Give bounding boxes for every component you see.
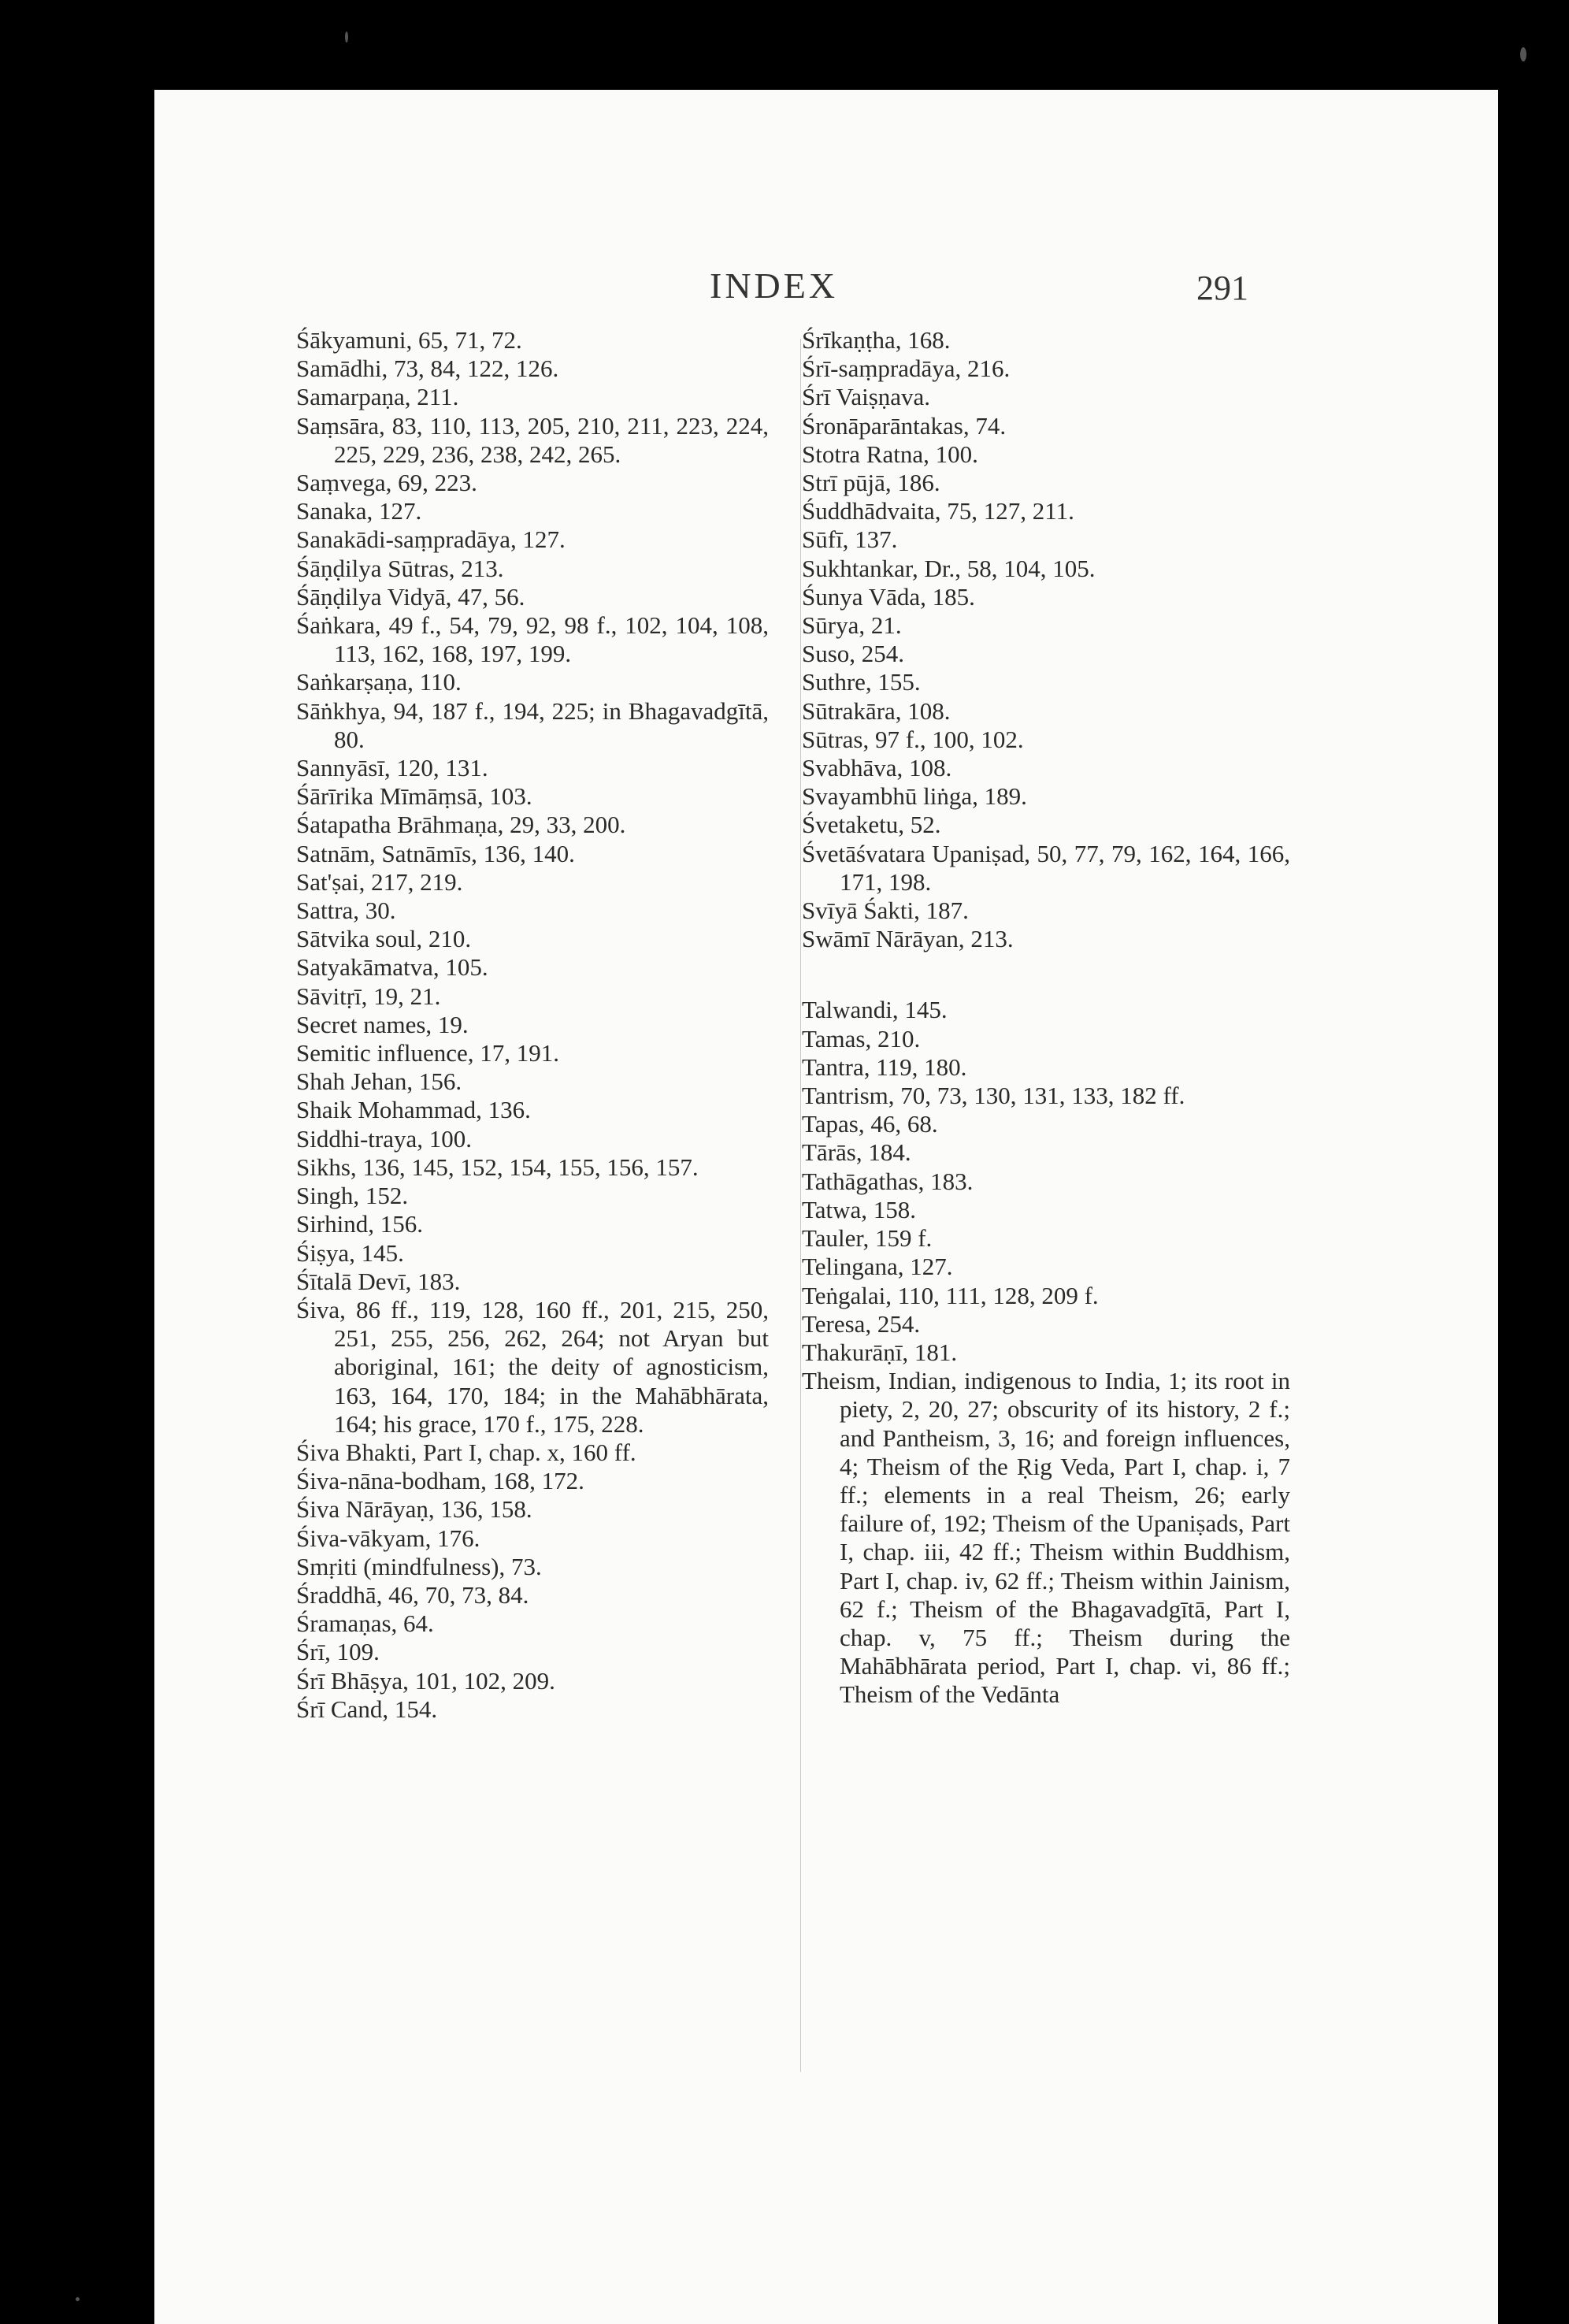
index-entry: Samādhi, 73, 84, 122, 126. (296, 355, 559, 383)
index-entry: Semitic influence, 17, 191. (296, 1039, 560, 1067)
index-entry: Śākyamuni, 65, 71, 72. (296, 326, 522, 354)
index-entry: Sātvika soul, 210. (296, 925, 472, 953)
index-entry: Śiva Nārāyaṇ, 136, 158. (296, 1495, 532, 1524)
index-entry: Sāvitṛī, 19, 21. (296, 982, 441, 1010)
index-entry: Śatapatha Brāhmaṇa, 29, 33, 200. (296, 811, 626, 839)
index-entry: Śāṇḍilya Vidyā, 47, 56. (296, 582, 525, 611)
index-group-s (802, 326, 1290, 953)
column-divider (800, 339, 801, 2072)
index-entry: Sirhind, 156. (296, 1210, 424, 1238)
index-group-t (802, 996, 1290, 1709)
index-entry: Śvetāśvatara Upaniṣad, 50, 77, 79, 162, 164, 166, 171, 198. (802, 839, 1290, 896)
index-entry: Saṅkarṣaṇa, 110. (296, 668, 462, 696)
index-entry: Śuddhādvaita, 75, 127, 211. (802, 497, 1074, 525)
scan-speck (1520, 47, 1526, 61)
index-entry: Telingana, 127. (802, 1253, 953, 1281)
index-entry: Sikhs, 136, 145, 152, 154, 155, 156, 157. (296, 1153, 699, 1181)
index-entry: Śronāparāntakas, 74. (802, 411, 1007, 440)
index-entry: Tārās, 184. (802, 1138, 911, 1167)
index-entry: Tauler, 159 f. (802, 1224, 933, 1253)
index-entry: Śāṇḍilya Sūtras, 213. (296, 554, 504, 582)
index-entry: Shaik Mohammad, 136. (296, 1096, 531, 1124)
index-entry: Śunya Vāda, 185. (802, 582, 975, 611)
index-entry: Sannyāsī, 120, 131. (296, 754, 488, 782)
index-entry: Tatwa, 158. (802, 1195, 917, 1223)
index-entry: Śiva Bhakti, Part I, chap. x, 160 ff. (296, 1438, 636, 1466)
index-entry: Svīyā Śakti, 187. (802, 897, 969, 925)
index-entry: Secret names, 19. (296, 1010, 469, 1038)
index-entry: Suthre, 155. (802, 668, 921, 696)
index-entry: Teṅgalai, 110, 111, 128, 209 f. (802, 1281, 1099, 1309)
index-entry: Stotra Ratna, 100. (802, 440, 978, 468)
index-entry: Singh, 152. (296, 1182, 409, 1210)
index-entry: Tantra, 119, 180. (802, 1052, 967, 1081)
index-entry: Satnām, Satnāmīs, 136, 140. (296, 839, 575, 867)
index-entry: Tantrism, 70, 73, 130, 131, 133, 182 ff. (802, 1082, 1185, 1110)
index-entry: Strī pūjā, 186. (802, 469, 940, 497)
index-entry: Thakurāṇī, 181. (802, 1338, 958, 1366)
index-entry: Saṃvega, 69, 223. (296, 469, 477, 497)
index-entry: Sāṅkhya, 94, 187 f., 194, 225; in Bhagavadgītā, 80. (296, 696, 769, 753)
index-entry: Śrī Bhāṣya, 101, 102, 209. (296, 1666, 555, 1695)
index-entry: Sattra, 30. (296, 897, 396, 925)
index-entry: Teresa, 254. (802, 1309, 921, 1338)
index-entry: Talwandi, 145. (802, 996, 948, 1024)
index-entry: Śrī Vaiṣṇava. (802, 383, 931, 411)
page-number: 291 (1196, 269, 1248, 307)
index-entry: Sūrya, 21. (802, 611, 902, 640)
scan-speck (345, 32, 348, 43)
index-entry: Siddhi-traya, 100. (296, 1124, 472, 1153)
index-entry: Sat'ṣai, 217, 219. (296, 867, 463, 896)
index-entry: Sanakādi-saṃpradāya, 127. (296, 525, 566, 554)
index-entry: Tamas, 210. (802, 1024, 921, 1052)
index-entry: Tathāgathas, 183. (802, 1167, 974, 1195)
index-entry: Svayambhū liṅga, 189. (802, 782, 1027, 811)
index-entry: Śiva, 86 ff., 119, 128, 160 ff., 201, 215, 250, 251, 255, 256, 262, 264; not Aryan but aboriginal, 161; the deity of agnosticism, 163, 164, 170, 184; in the Mahābhārata, 164; his grace, 170 f., 175, 228. (296, 1295, 769, 1438)
index-entry: Smṛiti (mindfulness), 73. (296, 1552, 542, 1580)
index-entry: Śītalā Devī, 183. (296, 1267, 461, 1295)
running-head: INDEX (710, 265, 839, 306)
index-entry: Sanaka, 127. (296, 497, 422, 525)
index-entry: Tapas, 46, 68. (802, 1110, 938, 1138)
index-entry: Śiva-vākyam, 176. (296, 1524, 480, 1552)
index-entry: Śrī Cand, 154. (296, 1695, 438, 1723)
index-entry: Śiva-nāna-bodham, 168, 172. (296, 1467, 584, 1495)
index-entry: Śraddhā, 46, 70, 73, 84. (296, 1580, 529, 1609)
index-entry: Śaṅkara, 49 f., 54, 79, 92, 98 f., 102, 104, 108, 113, 162, 168, 197, 199. (296, 611, 769, 668)
scan-speck (76, 2297, 80, 2301)
index-column-left (296, 326, 769, 1724)
index-entry: Śiṣya, 145. (296, 1238, 404, 1267)
index-entry: Saṃsāra, 83, 110, 113, 205, 210, 211, 223, 224, 225, 229, 236, 238, 242, 265. (296, 411, 769, 468)
index-entry: Śvetaketu, 52. (802, 811, 941, 839)
index-entry: Satyakāmatva, 105. (296, 953, 488, 982)
index-entry: Sūfī, 137. (802, 525, 898, 554)
index-entry: Shah Jehan, 156. (296, 1067, 462, 1096)
index-entry: Theism, Indian, indigenous to India, 1; its root in piety, 2, 20, 27; obscurity of its history, 2 f.; and Pantheism, 3, 16; and foreign influences, 4; Theism of the Ṛig Veda, Part I, chap. i, 7 ff.; elements in a real Theism, 26; early failure of, 192; Theism of the Upaniṣads, Part I, chap. iii, 42 ff.; Theism within Buddhism, Part I, chap. iv, 62 ff.; Theism within Jainism, 62 f.; Theism of the Bhagavadgītā, Part I, chap. v, 75 ff.; Theism during the Mahābhārata period, Part I, chap. vi, 86 ff.; Theism of the Vedānta (802, 1367, 1290, 1709)
index-entry: Śārīrika Mīmāṃsā, 103. (296, 782, 532, 811)
index-entry: Sūtras, 97 f., 100, 102. (802, 725, 1024, 753)
letter-group-gap (802, 953, 1290, 996)
index-entry: Samarpaṇa, 211. (296, 383, 459, 411)
index-entry: Śrī, 109. (296, 1638, 380, 1666)
index-entry: Śrī-saṃpradāya, 216. (802, 355, 1011, 383)
index-entry: Sukhtankar, Dr., 58, 104, 105. (802, 554, 1096, 582)
index-entry: Sūtrakāra, 108. (802, 696, 951, 725)
index-entry: Śrīkaṇṭha, 168. (802, 326, 951, 354)
index-entry: Śramaṇas, 64. (296, 1609, 434, 1638)
index-entry: Svabhāva, 108. (802, 754, 952, 782)
page-header (154, 265, 1498, 320)
index-entry: Swāmī Nārāyan, 213. (802, 925, 1014, 953)
book-page (154, 90, 1498, 2324)
index-column-right (802, 326, 1290, 1710)
index-entry: Suso, 254. (802, 640, 905, 668)
